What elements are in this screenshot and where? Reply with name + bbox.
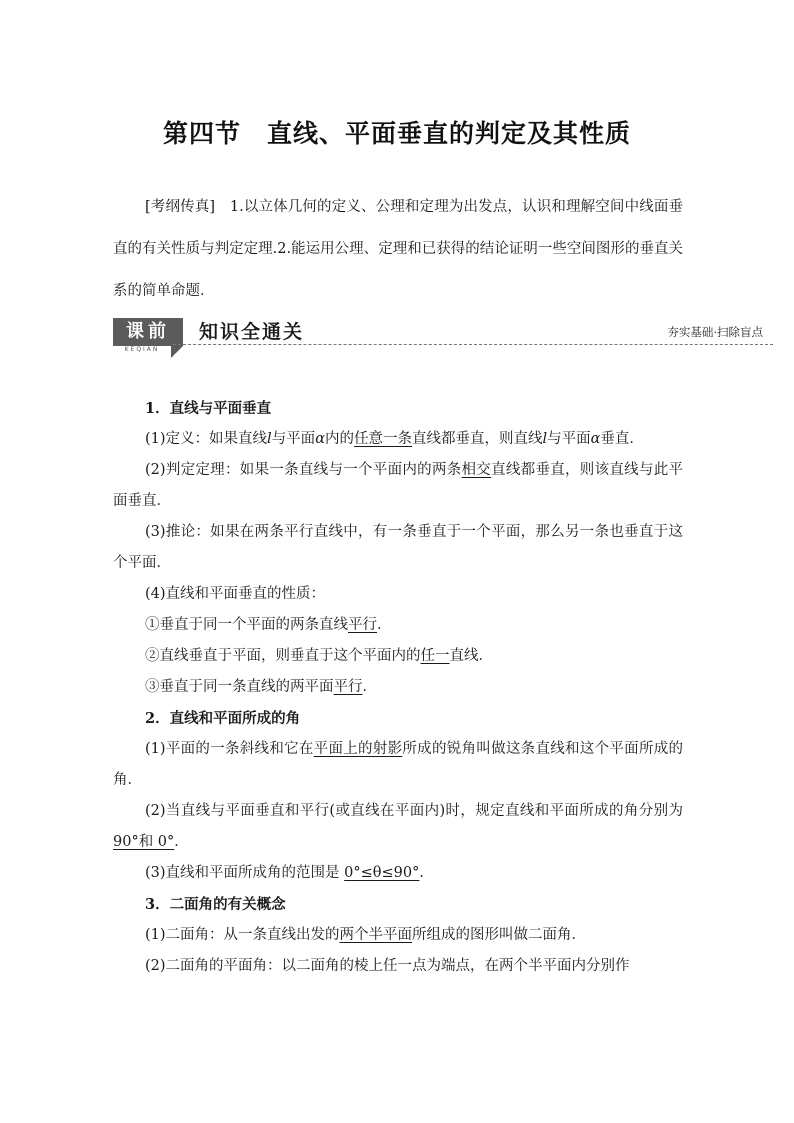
banner-badge-corner: [171, 346, 183, 358]
page-title: 第四节 直线、平面垂直的判定及其性质: [162, 119, 631, 148]
answer-underline: 90°和 0°: [113, 834, 175, 850]
answer-underline: 任意一条: [353, 431, 412, 447]
paragraph: (2)二面角的平面角：以二面角的棱上任一点为端点，在两个半平面内分别作: [145, 958, 630, 974]
banner-slogan: 夯实基础·扫除盲点: [667, 325, 763, 339]
paragraph: (1)二面角：从一条直线出发的两个半平面所组成的图形叫做二面角．: [145, 927, 587, 943]
answer-underline: 平行: [333, 679, 363, 695]
answer-underline: 平面上的射影: [313, 741, 403, 757]
banner-divider: [173, 344, 773, 345]
paragraph: ②直线垂直于平面，则垂直于这个平面内的任一直线．: [145, 648, 493, 664]
answer-underline: 相交: [461, 462, 492, 478]
outline-text: 1.以立体几何的定义、公理和定理为出发点，认识和理解空间中线面垂直的有关性质与判定定理.2.能运用公理、定理和已获得的结论证明一些空间图形的垂直关系的简单命题．: [113, 199, 683, 299]
outline-paragraph: [113, 186, 683, 312]
answer-underline: 平行: [348, 617, 377, 633]
paragraph: ③垂直于同一条直线的两平面平行．: [145, 679, 377, 695]
section-heading-3: 3．二面角的有关概念: [145, 896, 286, 913]
answer-underline: 0°≤θ≤90°: [344, 865, 420, 881]
section-heading-2: 2．直线和平面所成的角: [145, 710, 301, 727]
paragraph: (3)推论：如果在两条平行直线中，有一条垂直于一个平面，那么另一条也垂直于这个平面．: [113, 524, 683, 571]
knowledge-content: [113, 393, 683, 982]
outline-tag: [考纲传真]: [145, 199, 216, 215]
answer-underline: 两个半平面: [339, 927, 413, 943]
paragraph: (3)直线和平面所成角的范围是 0°≤θ≤90°．: [145, 865, 434, 881]
paragraph: (4)直线和平面垂直的性质：: [145, 586, 326, 602]
paragraph: (1)定义：如果直线l与平面α内的任意一条直线都垂直，则直线l与平面α垂直．: [145, 431, 644, 447]
paragraph: (1)平面的一条斜线和它在平面上的射影所成的锐角叫做这条直线和这个平面所成的角．: [113, 741, 684, 788]
answer-underline: 任一: [420, 648, 450, 664]
banner-badge: 课前: [113, 318, 183, 346]
paragraph: (2)判定定理：如果一条直线与一个平面内的两条相交直线都垂直，则该直线与此平面垂直．: [113, 462, 684, 509]
section-heading-1: 1．直线与平面垂直: [145, 400, 272, 417]
section-banner: [113, 318, 773, 358]
paragraph: ①垂直于同一个平面的两条直线平行．: [145, 617, 392, 633]
banner-badge-subtitle: KEQIAN: [124, 346, 160, 353]
exam-outline: [113, 186, 683, 312]
banner-title: 知识全通关: [199, 321, 305, 343]
paragraph: (2)当直线与平面垂直和平行(或直线在平面内)时，规定直线和平面所成的角分别为 90°和 0°．: [113, 803, 683, 850]
